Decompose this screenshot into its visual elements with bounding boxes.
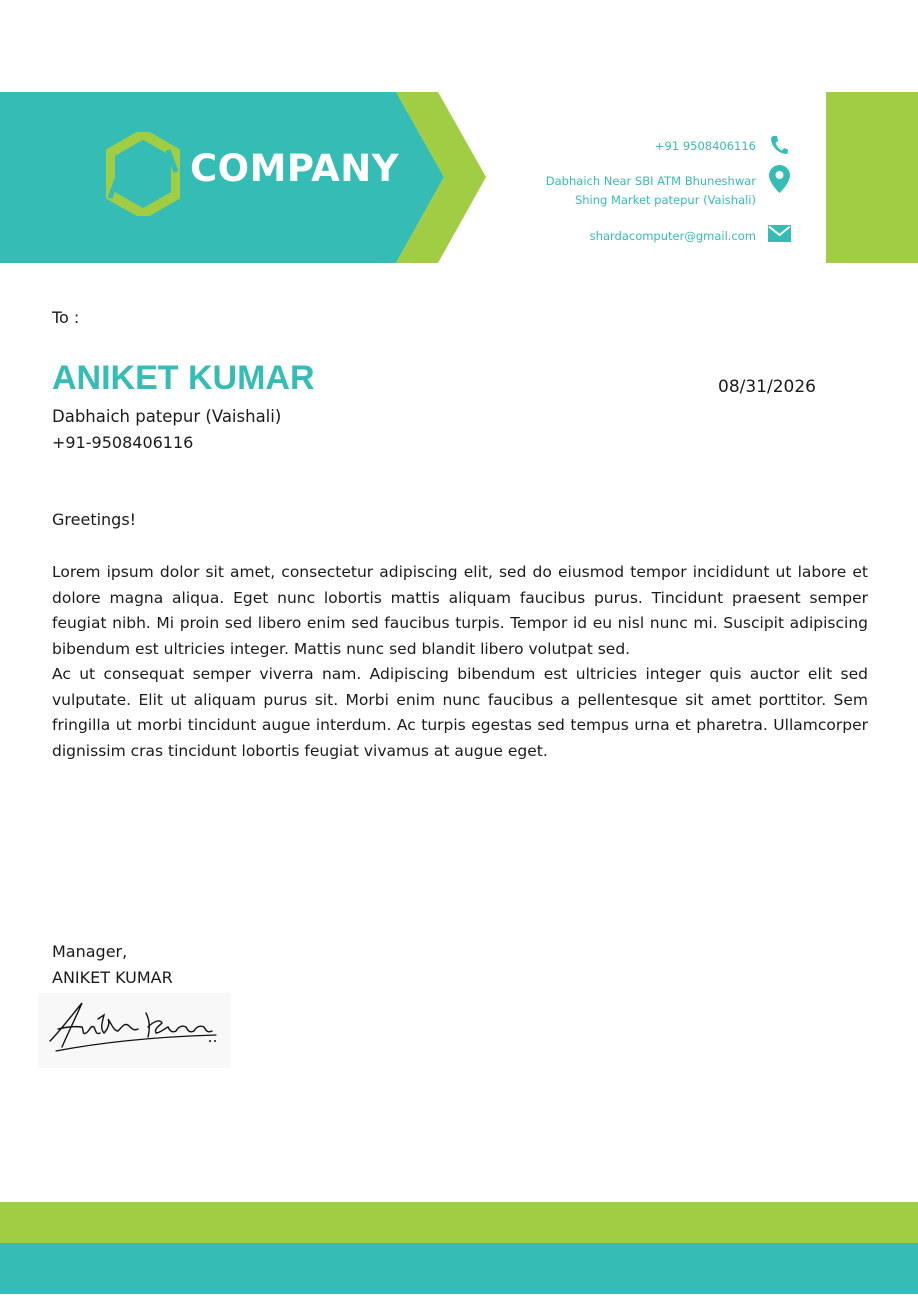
letter-body xyxy=(52,560,868,764)
header-address-line2: Shing Market patepur (Vaishali) xyxy=(574,193,756,207)
header-phone: +91 9508406116 xyxy=(654,139,756,153)
to-label: To : xyxy=(52,308,80,327)
header-email: shardacomputer@gmail.com xyxy=(589,229,756,243)
letterhead-header xyxy=(0,92,918,263)
body-paragraph: Lorem ipsum dolor sit amet, consectetur adipiscing elit, sed do eiusmod tempor incididunt ut labore et dolore magna aliqua. Eget nunc lobortis mattis aliquam faucibus purus. Tincidunt praesent semper feugiat nibh. Mi proin sed libero enim sed faucibus turpis. Tempor id eu nisl nunc mi. Suscipit adipiscing bibendum est ultricies integer. Mattis nunc sed blandit libero volutpat sed. xyxy=(52,563,868,658)
footer-teal-band xyxy=(0,1243,918,1294)
mail-icon xyxy=(768,225,791,242)
header-address-line1: Dabhaich Near SBI ATM Bhuneshwar xyxy=(545,174,756,188)
recipient-phone: +91-9508406116 xyxy=(52,433,194,452)
location-pin-icon xyxy=(769,165,790,193)
signoff-name: ANIKET KUMAR xyxy=(52,968,173,987)
hexagon-logo-icon xyxy=(106,132,180,216)
signoff-designation: Manager, xyxy=(52,942,128,961)
recipient-name: ANIKET KUMAR xyxy=(52,359,315,397)
greeting: Greetings! xyxy=(52,510,137,529)
recipient-address: Dabhaich patepur (Vaishali) xyxy=(52,407,282,426)
body-paragraph: Ac ut consequat semper viverra nam. Adipiscing bibendum est ultricies integer quis auctor elit sed vulputate. Elit ut aliquam purus sit. Morbi enim nunc faucibus a pellentesque sit amet porttitor. Sem fringilla ut morbi tincidunt augue interdum. Ac turpis egestas sed tempus urna et pharetra. Ullamcorper dignissim cras tincidunt lobortis feugiat vivamus at augue eget. xyxy=(52,665,868,760)
header-address xyxy=(546,172,756,210)
letter-date: 08/31/2026 xyxy=(718,377,816,397)
handwritten-signature xyxy=(38,993,230,1068)
company-name: COMPANY xyxy=(190,147,400,190)
footer-green-band xyxy=(0,1202,918,1243)
phone-icon xyxy=(770,135,788,155)
